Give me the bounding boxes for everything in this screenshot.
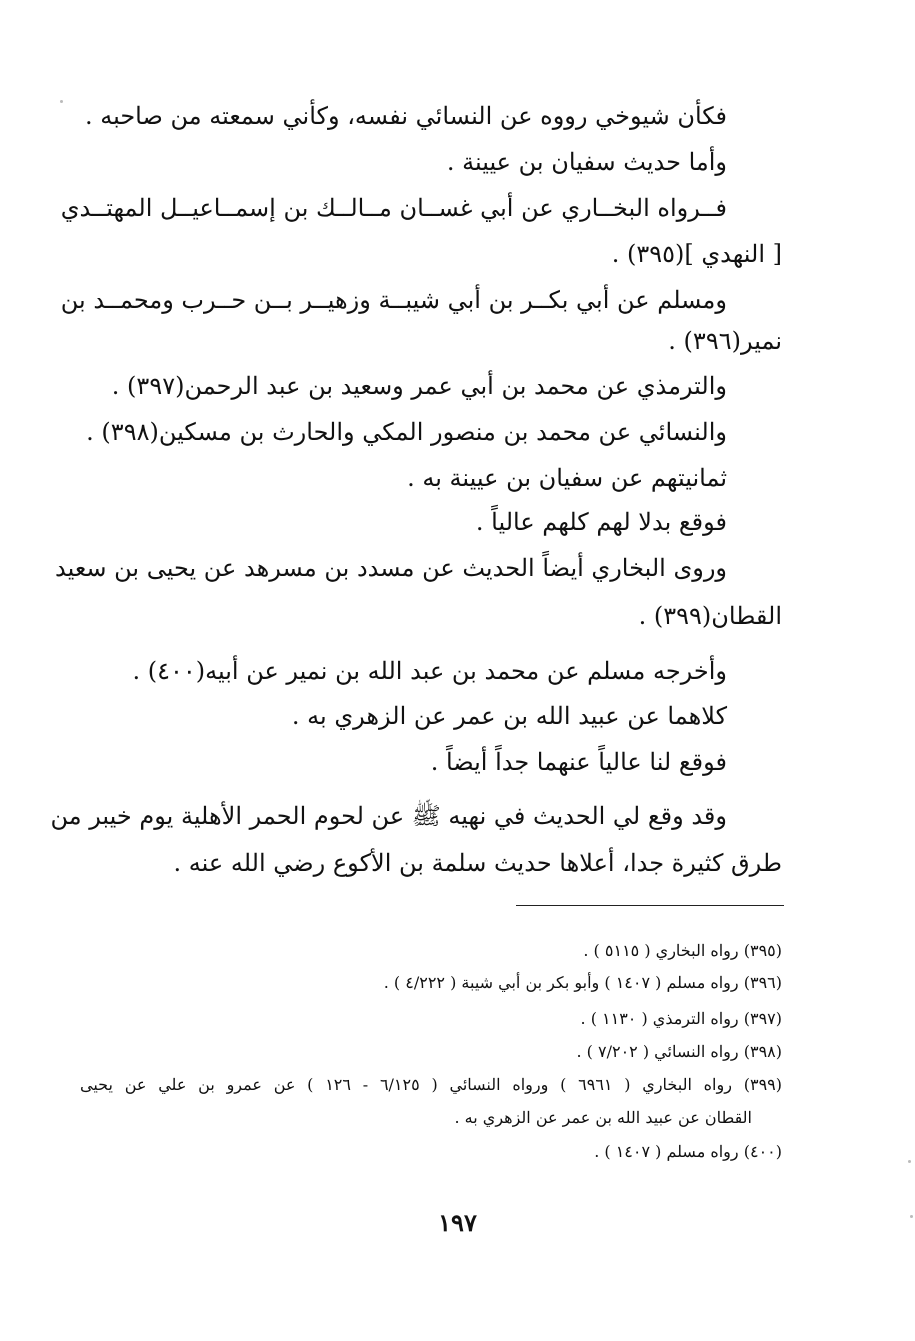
footnote: (٣٩٩) رواه البخاري ( ٦٩٦١ ) ورواه النسائي ( ٦/١٢٥ - ١٢٦ ) عن عمرو بن علي عن يحيى: [80, 1075, 782, 1094]
footnote: (٤٠٠) رواه مسلم ( ١٤٠٧ ) .: [594, 1142, 782, 1161]
body-line: والترمذي عن محمد بن أبي عمر وسعيد بن عبد الرحمن(٣٩٧) .: [111, 372, 727, 400]
body-line: وروى البخاري أيضاً الحديث عن مسدد بن مسرهد عن يحيى بن سعيد: [55, 554, 727, 582]
scan-speck: [60, 100, 63, 103]
body-line: وأما حديث سفيان بن عيينة .: [446, 148, 727, 176]
footnote: (٣٩٦) رواه مسلم ( ١٤٠٧ ) وأبو بكر بن أبي شيبة ( ٤/٢٢٢ ) .: [383, 973, 782, 992]
body-line: فوقع بدلا لهم كلهم عالياً .: [475, 508, 727, 536]
body-line: ثمانيتهم عن سفيان بن عيينة به .: [407, 464, 727, 492]
body-line: كلاهما عن عبيد الله بن عمر عن الزهري به .: [291, 702, 727, 730]
body-line: نمير(٣٩٦) .: [668, 327, 782, 355]
footnote: القطان عن عبيد الله بن عمر عن الزهري به .: [454, 1108, 752, 1127]
body-line: والنسائي عن محمد بن منصور المكي والحارث بن مسكين(٣٩٨) .: [86, 418, 727, 446]
footnote: (٣٩٥) رواه البخاري ( ٥١١٥ ) .: [583, 941, 782, 960]
footnote-separator: [516, 905, 784, 906]
scan-speck: [908, 1160, 911, 1163]
footnote: (٣٩٨) رواه النسائي ( ٧/٢٠٢ ) .: [576, 1042, 782, 1061]
body-line: فكأن شيوخي رووه عن النسائي نفسه، وكأني سمعته من صاحبه .: [84, 102, 727, 130]
body-line: ومسلم عن أبي بكــر بن أبي شيبــة وزهيــر بــن حــرب ومحمــد بن: [60, 286, 727, 314]
body-line: [ النهدي ](٣٩٥) .: [611, 240, 782, 268]
body-line: فــرواه البخــاري عن أبي غســان مــالــك بن إسمــاعيــل المهتــدي: [60, 194, 727, 222]
body-line: وأخرجه مسلم عن محمد بن عبد الله بن نمير عن أبيه(٤٠٠) .: [132, 657, 727, 685]
footnote: (٣٩٧) رواه الترمذي ( ١١٣٠ ) .: [580, 1009, 782, 1028]
body-line: القطان(٣٩٩) .: [638, 602, 782, 630]
body-line: وقد وقع لي الحديث في نهيه ﷺ عن لحوم الحمر الأهلية يوم خيبر من: [50, 802, 727, 830]
page-number: ١٩٧: [438, 1208, 477, 1237]
scan-speck: [910, 1215, 913, 1218]
body-line: فوقع لنا عالياً عنهما جداً أيضاً .: [430, 748, 727, 776]
body-line: طرق كثيرة جدا، أعلاها حديث سلمة بن الأكوع رضي الله عنه .: [173, 849, 782, 877]
